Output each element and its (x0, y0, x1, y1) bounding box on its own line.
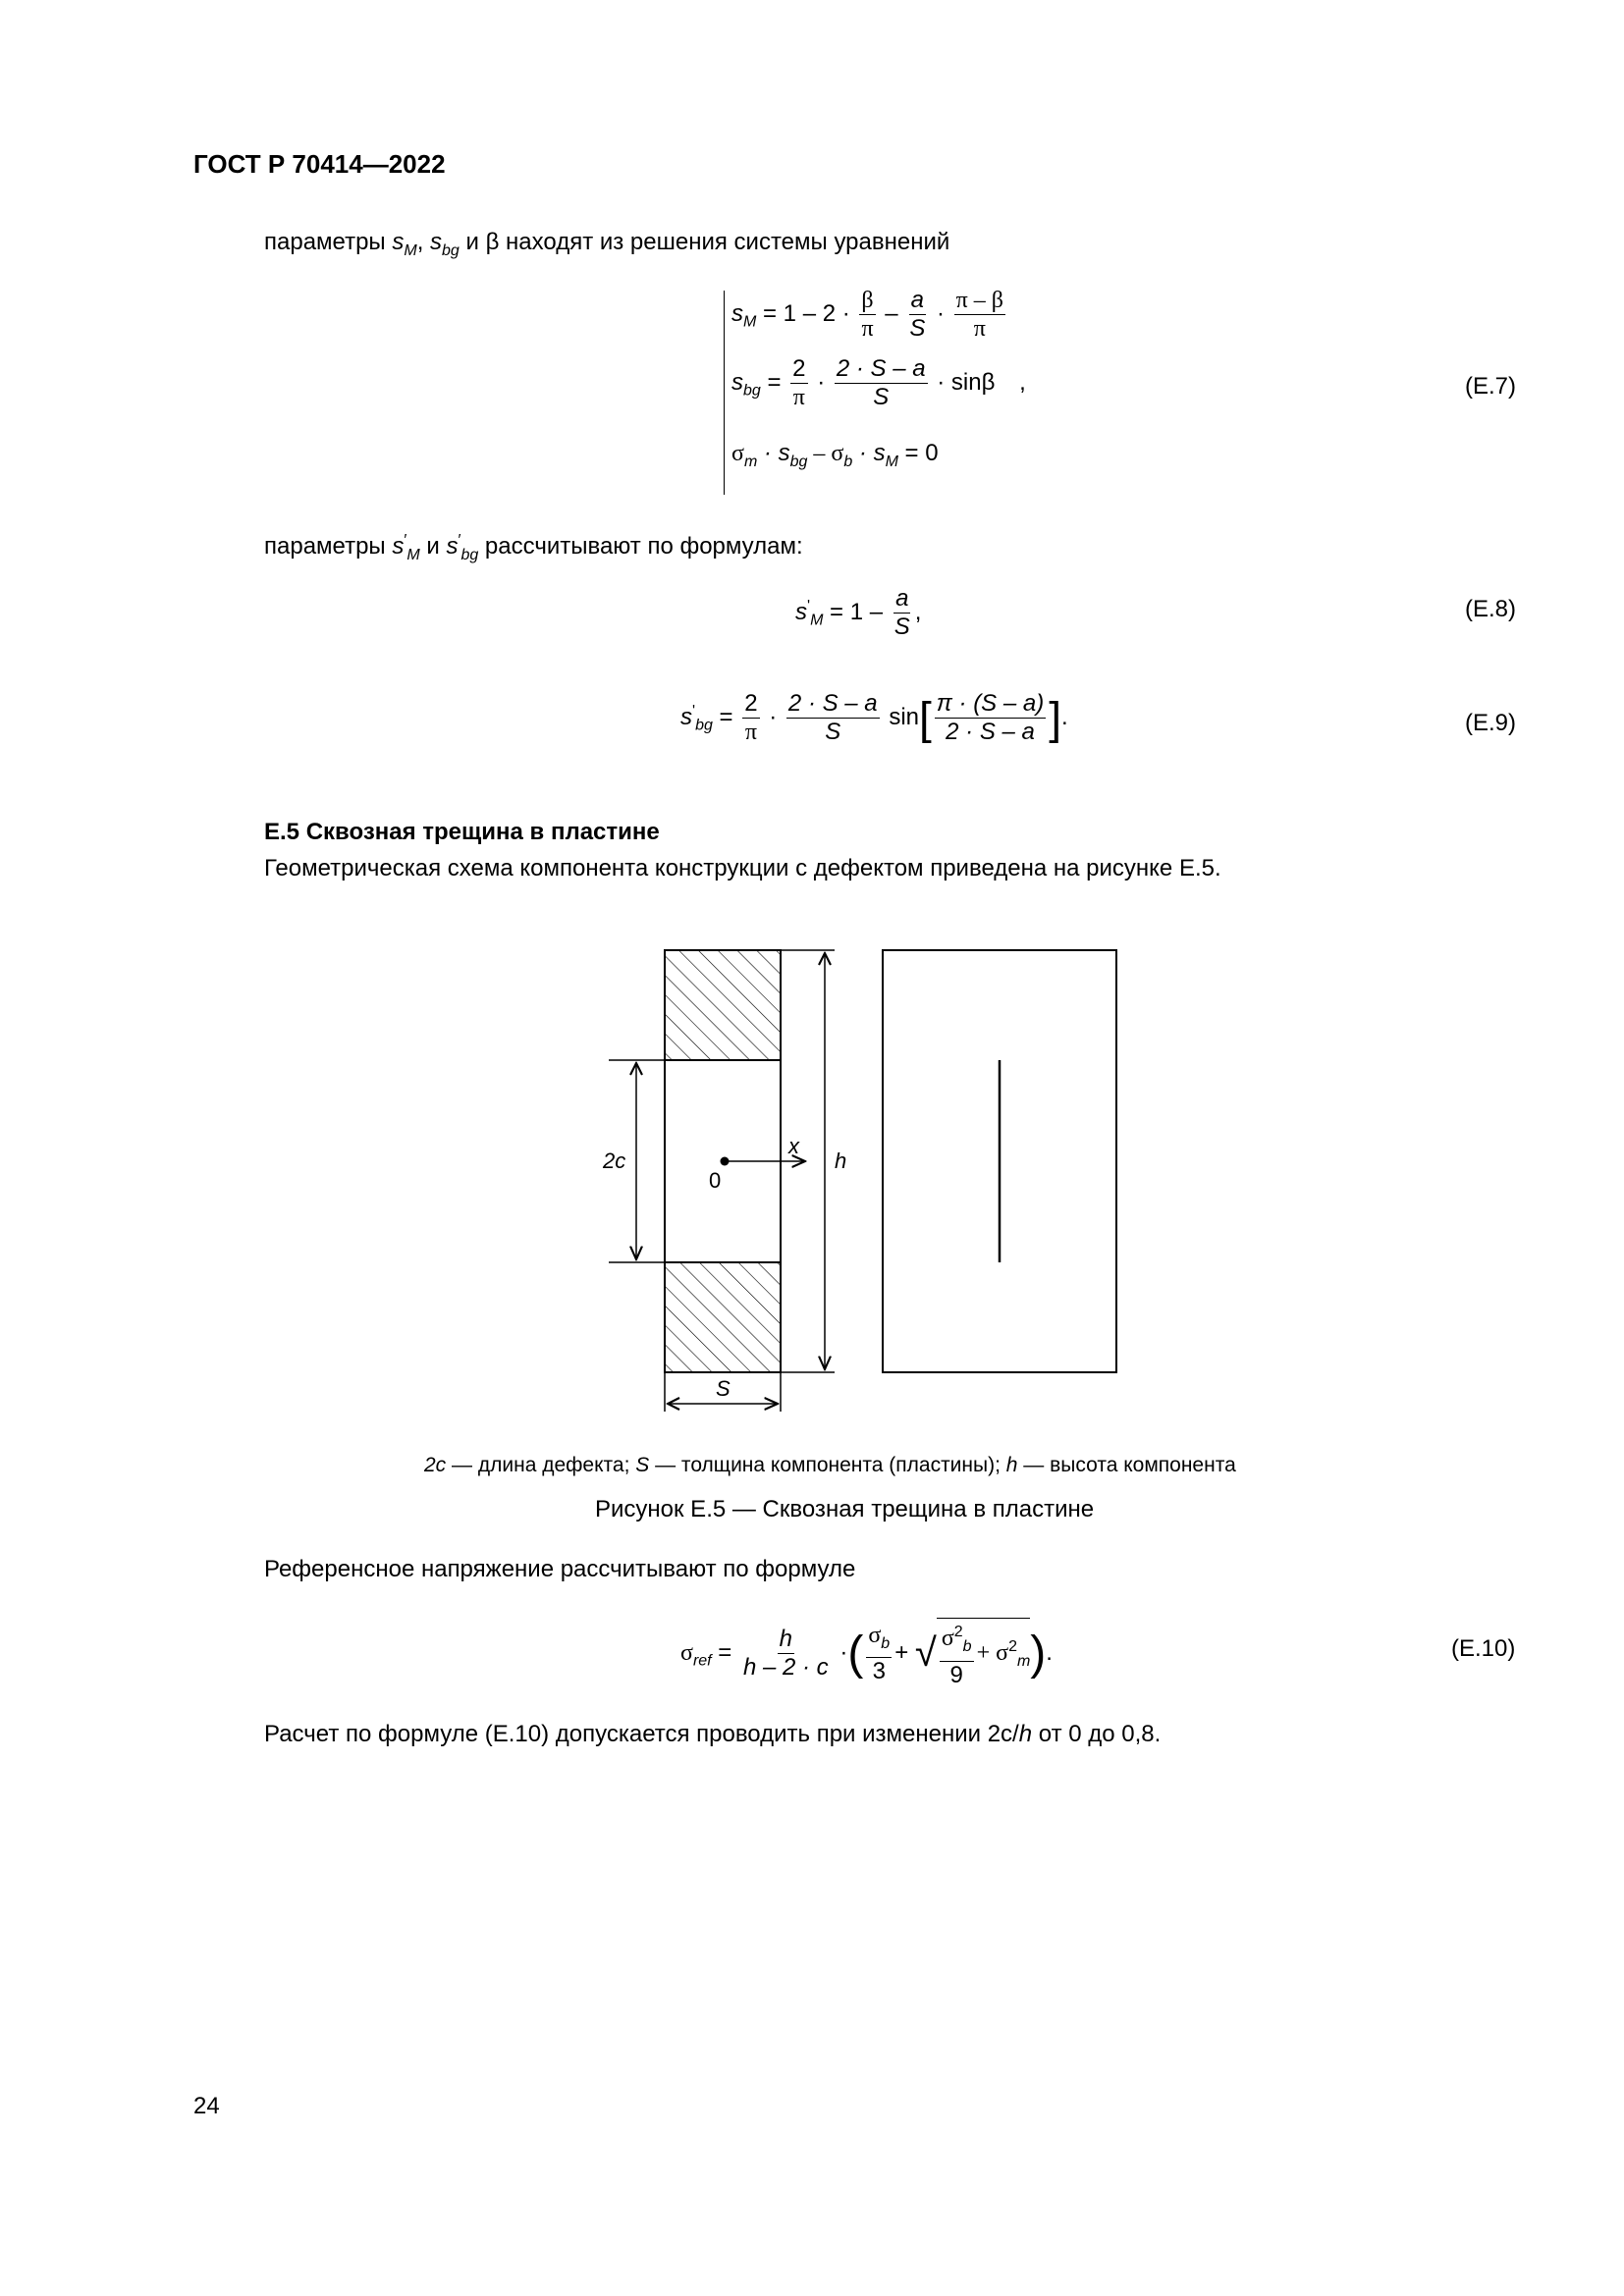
equation-number-e8: (Е.8) (1465, 596, 1517, 622)
page-header: ГОСТ Р 70414—2022 (193, 149, 446, 179)
origin-point (721, 1157, 730, 1166)
paragraph-params-primed: параметры $s'_M$ и $s'_{bg}$ рассчитывают по формулам: (264, 532, 803, 563)
label-s: S (716, 1376, 731, 1401)
paragraph-reference-stress: Референсное напряжение рассчитывают по формуле (264, 1556, 856, 1582)
equation-e7-line1: $s_M = 1 - 2$ · $\frac{\beta}{\pi}$ – $\frac{a}{S}$ · $\frac{\pi - \beta}{\pi}$ (731, 287, 1003, 342)
equation-e7-line3: $\sigma_m \cdot s_{bg} - \sigma_b \cdot s_M = 0$ (731, 440, 939, 470)
label-x: x (788, 1134, 799, 1158)
equation-e9: $s'_{bg}$ = $\frac{2}{\pi}$ · $\frac{2 \cdot S - a}{S}$ sin[ $\frac{\pi \cdot (S - a)}{2 \cdot S - a}$ ]. (680, 690, 1068, 745)
equation-number-e9: (Е.9) (1465, 710, 1517, 736)
label-2c: 2c (603, 1148, 626, 1173)
equation-number-e10: (Е.10) (1451, 1635, 1516, 1662)
section-heading-e5: Е.5 Сквозная трещина в пластине (264, 819, 660, 845)
paragraph-range-note: Расчет по формуле (Е.10) допускается проводить при изменении 2c/h от 0 до 0,8. (264, 1721, 1162, 1747)
page-number: 24 (193, 2093, 220, 2119)
equation-e10: $\sigma_{ref}$ = $\frac{h}{h - 2 \cdot c}$ ·( $\frac{\sigma_b}{3}$ + √ $\frac{\sigma^2_b}{9}$ + $\sigma^2_m$). (680, 1618, 1053, 1689)
paragraph-params-intro: параметры $s_M$, $s_{bg}$ и β находят из решения системы уравнений (264, 229, 950, 259)
label-h: h (835, 1148, 847, 1173)
equation-e7-line2: $s_{bg}$ = $\frac{2}{\pi}$ · $\frac{2 \cdot S - a}{S}$ · sinβ , (731, 355, 1026, 410)
figure-caption: Рисунок Е.5 — Сквозная трещина в пластине (595, 1496, 1095, 1522)
label-origin: 0 (709, 1168, 722, 1193)
figure-legend: 2c — длина дефекта; S — толщина компонента (пластины); h — высота компонента (424, 1454, 1236, 1476)
section-text-e5: Геометрическая схема компонента конструкции с дефектом приведена на рисунке Е.5. (264, 855, 1221, 881)
equation-e8: $s'_M = 1$ – $\frac{a}{S}$ , (795, 585, 922, 640)
equation-number-e7: (Е.7) (1465, 373, 1517, 400)
